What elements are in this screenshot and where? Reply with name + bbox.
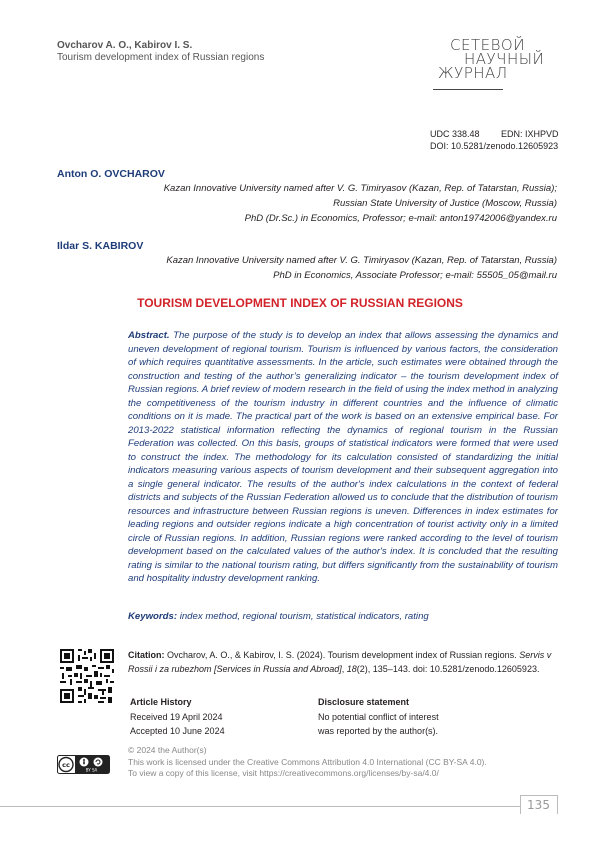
author-1-credentials: PhD (Dr.Sc.) in Economics, Professor; e-mail: anton19742006@yandex.ru: [244, 213, 557, 224]
author-2-credentials: PhD in Economics, Associate Professor; e-mail: 55505_05@mail.ru: [273, 270, 557, 281]
running-title: Tourism development index of Russian regions: [57, 52, 265, 63]
license-line-2: To view a copy of this license, visit https://creativecommons.org/licenses/by-sa/4.0/: [128, 768, 439, 778]
citation-comma: ,: [341, 664, 347, 674]
license-block: [128, 745, 487, 780]
page-number: 135: [527, 798, 550, 812]
doi: DOI: 10.5281/zenodo.12605923: [430, 141, 559, 151]
article-history-title: Article History: [130, 697, 192, 707]
paper-title: TOURISM DEVELOPMENT INDEX OF RUSSIAN REGIONS: [137, 296, 463, 310]
citation: [128, 648, 558, 676]
edn: EDN: IXHPVD: [501, 129, 559, 139]
abstract: [128, 329, 558, 586]
svg-text:cc: cc: [62, 761, 70, 769]
keywords-label: Keywords:: [128, 611, 178, 622]
citation-journal: Servis v Rossii i za rubezhom [Services in Russia and Abroad]: [128, 650, 552, 674]
footer-rule: [0, 806, 520, 807]
author-1-affiliation-1: Kazan Innovative University named after V. G. Timiryasov (Kazan, Rep. of Tatarstan, Russia);: [163, 183, 557, 194]
author-name-2: Ildar S. KABIROV: [57, 240, 144, 252]
received-date: Received 19 April 2024: [130, 712, 223, 722]
journal-logo-line-3: ЖУРНАЛ: [438, 64, 508, 82]
copyright: © 2024 the Author(s): [128, 745, 207, 755]
journal-logo: [432, 38, 562, 80]
disclosure-line-2: was reported by the author(s).: [318, 726, 439, 736]
accepted-date: Accepted 10 June 2024: [130, 726, 225, 736]
qr-code-icon: [58, 647, 116, 705]
author-2-affiliation-1: Kazan Innovative University named after V. G. Timiryasov (Kazan, Rep. of Tatarstan, Russia): [166, 255, 557, 266]
citation-volume: 18: [346, 664, 357, 674]
logo-underline: [433, 89, 503, 90]
running-authors: Ovcharov A. O., Kabirov I. S.: [57, 40, 193, 51]
disclosure-title: Disclosure statement: [318, 697, 410, 707]
abstract-text: The purpose of the study is to develop an index that allows assessing the dynamics and uneven development of regional tourism. Tourism is influenced by various factors, the consideration of which requires quantitative assessments. In the article, such estimates were obtained through the construction and testing of the author’s generalizing indicator – the tourism development index of Russian regions. A brief review of modern research in the field of using the index method in analyzing the competitiveness of the tourism industry in different countries and the influence of climatic conditions on it is made. The practical part of the work is based on an extensive empirical base. For 2013-2022 statistical information reflecting the dynamics of regional tourism in the Russian Federation was collected. On this basis, groups of statistical indicators were formed that were used to construct the index. The methodology for its calculation consisted of standardizing the initial indicators measuring various aspects of tourism development and their subsequent aggregation into a single general indicator. The results of the author's index calculations in the context of federal districts and subjects of the Russian Federation allowed us to conclude that the distribution of tourism resources and infrastructure between Russian regions is uneven. Differences in index estimates for leading regions and outsider regions indicate a high concentration of tourist activity only in a limited circle of Russian regions. In addition, Russian regions were ranked according to the level of tourism development based on the calculated values of the author's index. It is concluded that the resulting rating is similar to the national tourism rating, but differs significantly from the sustainability of tourism and hospitality industry development ranking.: [128, 330, 559, 584]
citation-label: Citation:: [128, 650, 165, 660]
journal-logo-line-1: СЕТЕВОЙ: [450, 36, 526, 54]
journal-logo-line-2: НАУЧНЫЙ: [464, 50, 545, 68]
author-1-affiliation-2: Russian State University of Justice (Moscow, Russia): [333, 198, 557, 209]
citation-text: Ovcharov, A. O., & Kabirov, I. S. (2024). Tourism development index of Russian regions.: [167, 650, 517, 660]
license-line-1: This work is licensed under the Creative Commons Attribution 4.0 International (CC BY-SA 4.0).: [128, 756, 487, 767]
cc-badge-text: BY SA: [85, 767, 98, 773]
keywords: [128, 611, 429, 622]
disclosure-line-1: No potential conflict of interest: [318, 712, 439, 722]
cc-by-sa-license-icon: [57, 755, 110, 774]
keywords-text: index method, regional tourism, statistical indicators, rating: [179, 611, 429, 622]
abstract-label: Abstract.: [128, 330, 170, 341]
citation-rest: (2), 135–143. doi: 10.5281/zenodo.12605923.: [356, 664, 540, 674]
udc: UDC 338.48: [430, 129, 480, 139]
author-name-1: Anton O. OVCHAROV: [57, 168, 165, 180]
